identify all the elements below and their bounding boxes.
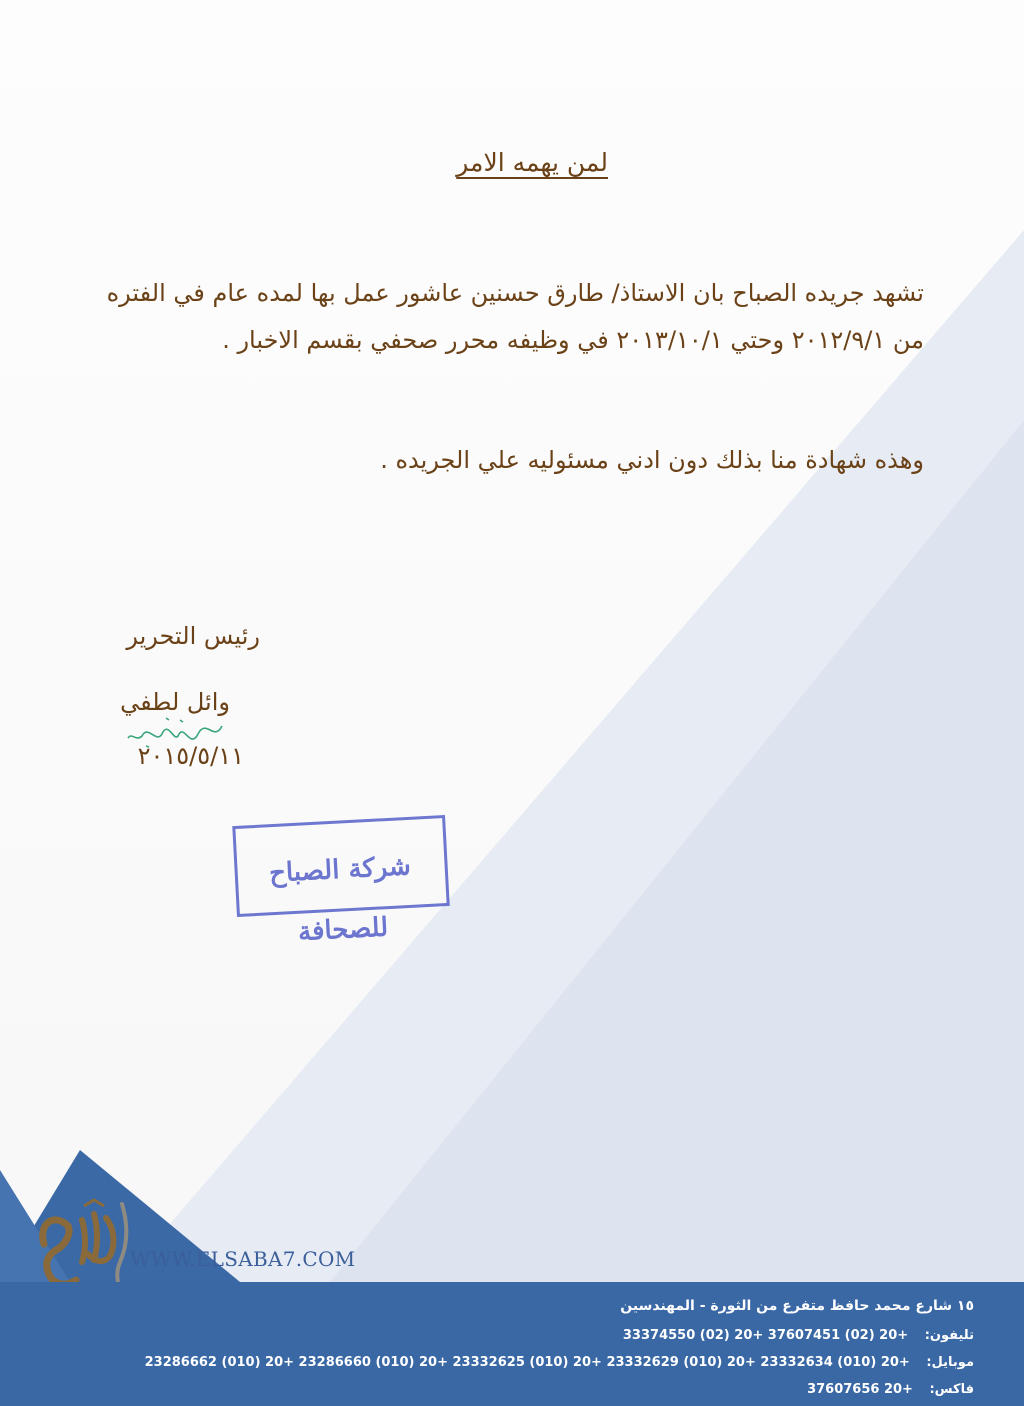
letter-title: لمن يهمه الامر	[456, 148, 608, 177]
company-stamp-text: شركة الصباح للصحافة	[268, 851, 412, 948]
phone-line	[623, 1328, 974, 1343]
phone-label: تليفون:	[924, 1328, 974, 1343]
signer-name: وائل لطفي	[120, 688, 230, 716]
fax-line	[807, 1382, 974, 1397]
signature-date: ٢٠١٥/٥/١١	[137, 742, 244, 770]
mobile-label: موبايل:	[926, 1355, 974, 1370]
letter-closing-paragraph: وهذه شهادة منا بذلك دون ادني مسئوليه علي الجريده .	[380, 446, 924, 474]
fax-label: فاكس:	[929, 1382, 974, 1397]
company-address: ١٥ شارع محمد حافظ متفرع من الثورة - المهندسين	[620, 1298, 974, 1314]
fax-numbers: 37607656 20+	[807, 1382, 913, 1397]
mobile-numbers: 23286662 (010) 20+ 23286660 (010) 20+ 23332625 (010) 20+ 23332629 (010) 20+ 23332634 (010) 20+	[144, 1355, 910, 1370]
mobile-line	[145, 1355, 974, 1370]
letter-body-paragraph: تشهد جريده الصباح بان الاستاذ/ طارق حسنين عاشور عمل بها لمده عام في الفتره من ٢٠١٢/٩/١ وحتي ٢٠١٣/١٠/١ في وظيفه محرر صحفي بقسم الاخبار .	[106, 279, 924, 354]
signer-title: رئيس التحرير	[126, 622, 260, 650]
website-link: WWW.ELSABA7.COM	[130, 1247, 356, 1271]
phone-numbers: 33374550 (02) 20+ 37607451 (02) 20+	[622, 1328, 909, 1343]
